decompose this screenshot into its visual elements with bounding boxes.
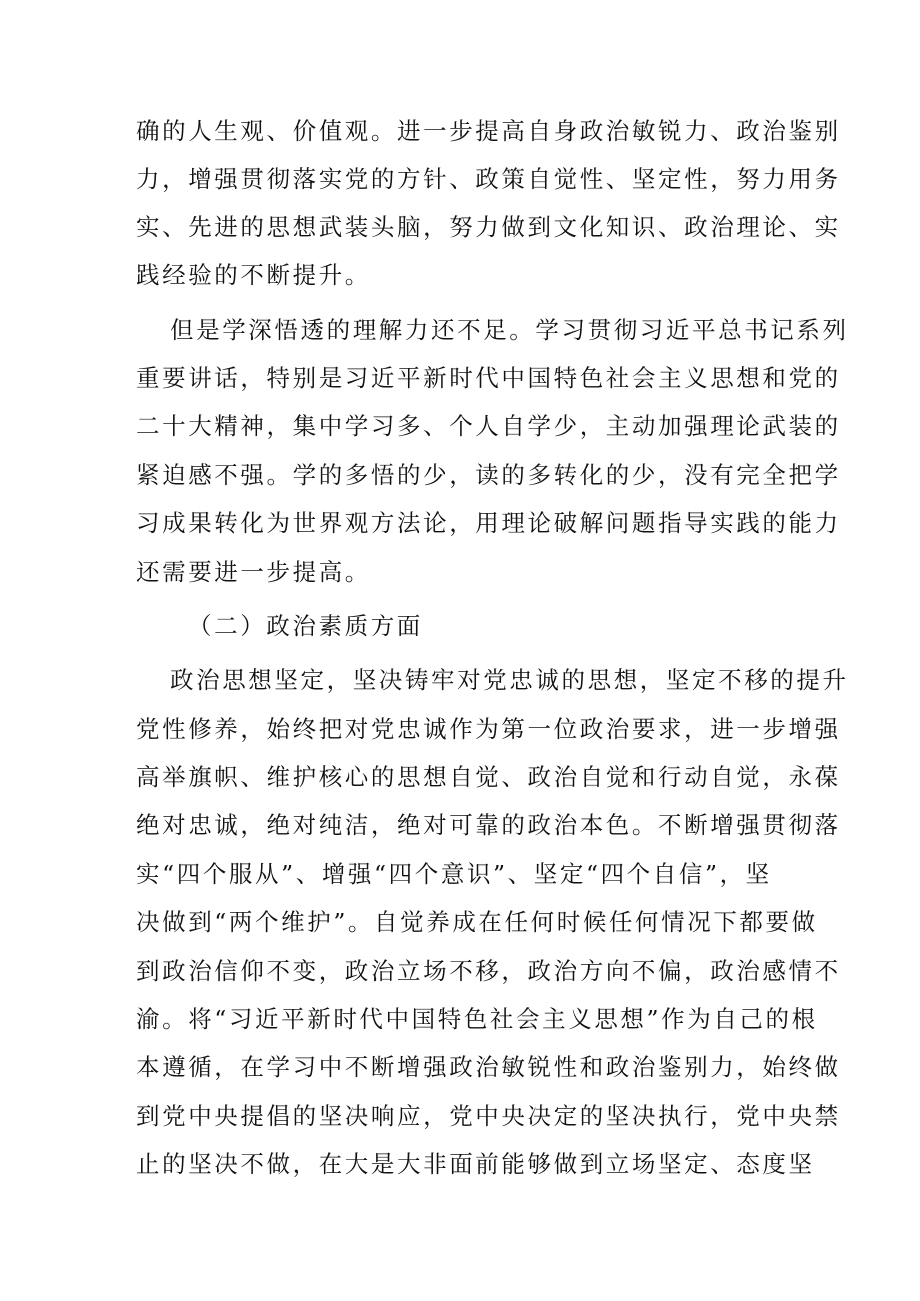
paragraph-line: 实、先进的思想武装头脑，努力做到文化知识、政治理论、实 [136,213,841,241]
paragraph-line: 二十大精神，集中学习多、个人自学少，主动加强理论武装的 [136,412,841,440]
paragraph-line: 决做到“两个维护”。自觉养成在任何时候任何情况下都要做 [136,908,818,936]
paragraph-line: 习成果转化为世界观方法论，用理论破解问题指导实践的能力 [136,509,841,537]
paragraph-line: 重要讲话，特别是习近平新时代中国特色社会主义思想和党的 [136,364,841,392]
paragraph-line: 绝对忠诚，绝对纯洁，绝对可靠的政治本色。不断增强贯彻落 [136,811,841,839]
paragraph-line: 止的坚决不做，在大是大非面前能够做到立场坚定、态度坚 [136,1150,815,1178]
paragraph-line: 实“四个服从”、增强“四个意识”、坚定“四个自信”，坚 [136,860,772,888]
paragraph-line: 紧迫感不强。学的多悟的少，读的多转化的少，没有完全把学 [136,461,841,489]
paragraph-line: 本遵循，在学习中不断增强政治敏锐性和政治鉴别力，始终做 [136,1053,841,1081]
paragraph-line: 力，增强贯彻落实党的方针、政策自觉性、坚定性，努力用务 [136,165,841,193]
paragraph-line: 但是学深悟透的理解力还不足。学习贯彻习近平总书记系列 [170,316,849,344]
paragraph-line: 到政治信仰不变，政治立场不移，政治方向不偏，政治感情不 [136,957,841,985]
paragraph-line: 高举旗帜、维护核心的思想自觉、政治自觉和行动自觉，永葆 [136,763,841,791]
paragraph-line: 到党中央提倡的坚决响应，党中央决定的坚决执行，党中央禁 [136,1102,841,1130]
paragraph-line: 渝。将“习近平新时代中国特色社会主义思想”作为自己的根 [136,1005,818,1033]
section-heading: （二）政治素质方面 [188,612,423,640]
paragraph-line: 政治思想坚定，坚决铸牢对党忠诚的思想，坚定不移的提升 [170,666,849,694]
paragraph-line: 党性修养，始终把对党忠诚作为第一位政治要求，进一步增强 [136,715,841,743]
paragraph-line: 还需要进一步提高。 [136,558,371,586]
paragraph-line: 践经验的不断提升。 [136,261,371,289]
paragraph-line: 确的人生观、价值观。进一步提高自身政治敏锐力、政治鉴别 [136,117,841,145]
